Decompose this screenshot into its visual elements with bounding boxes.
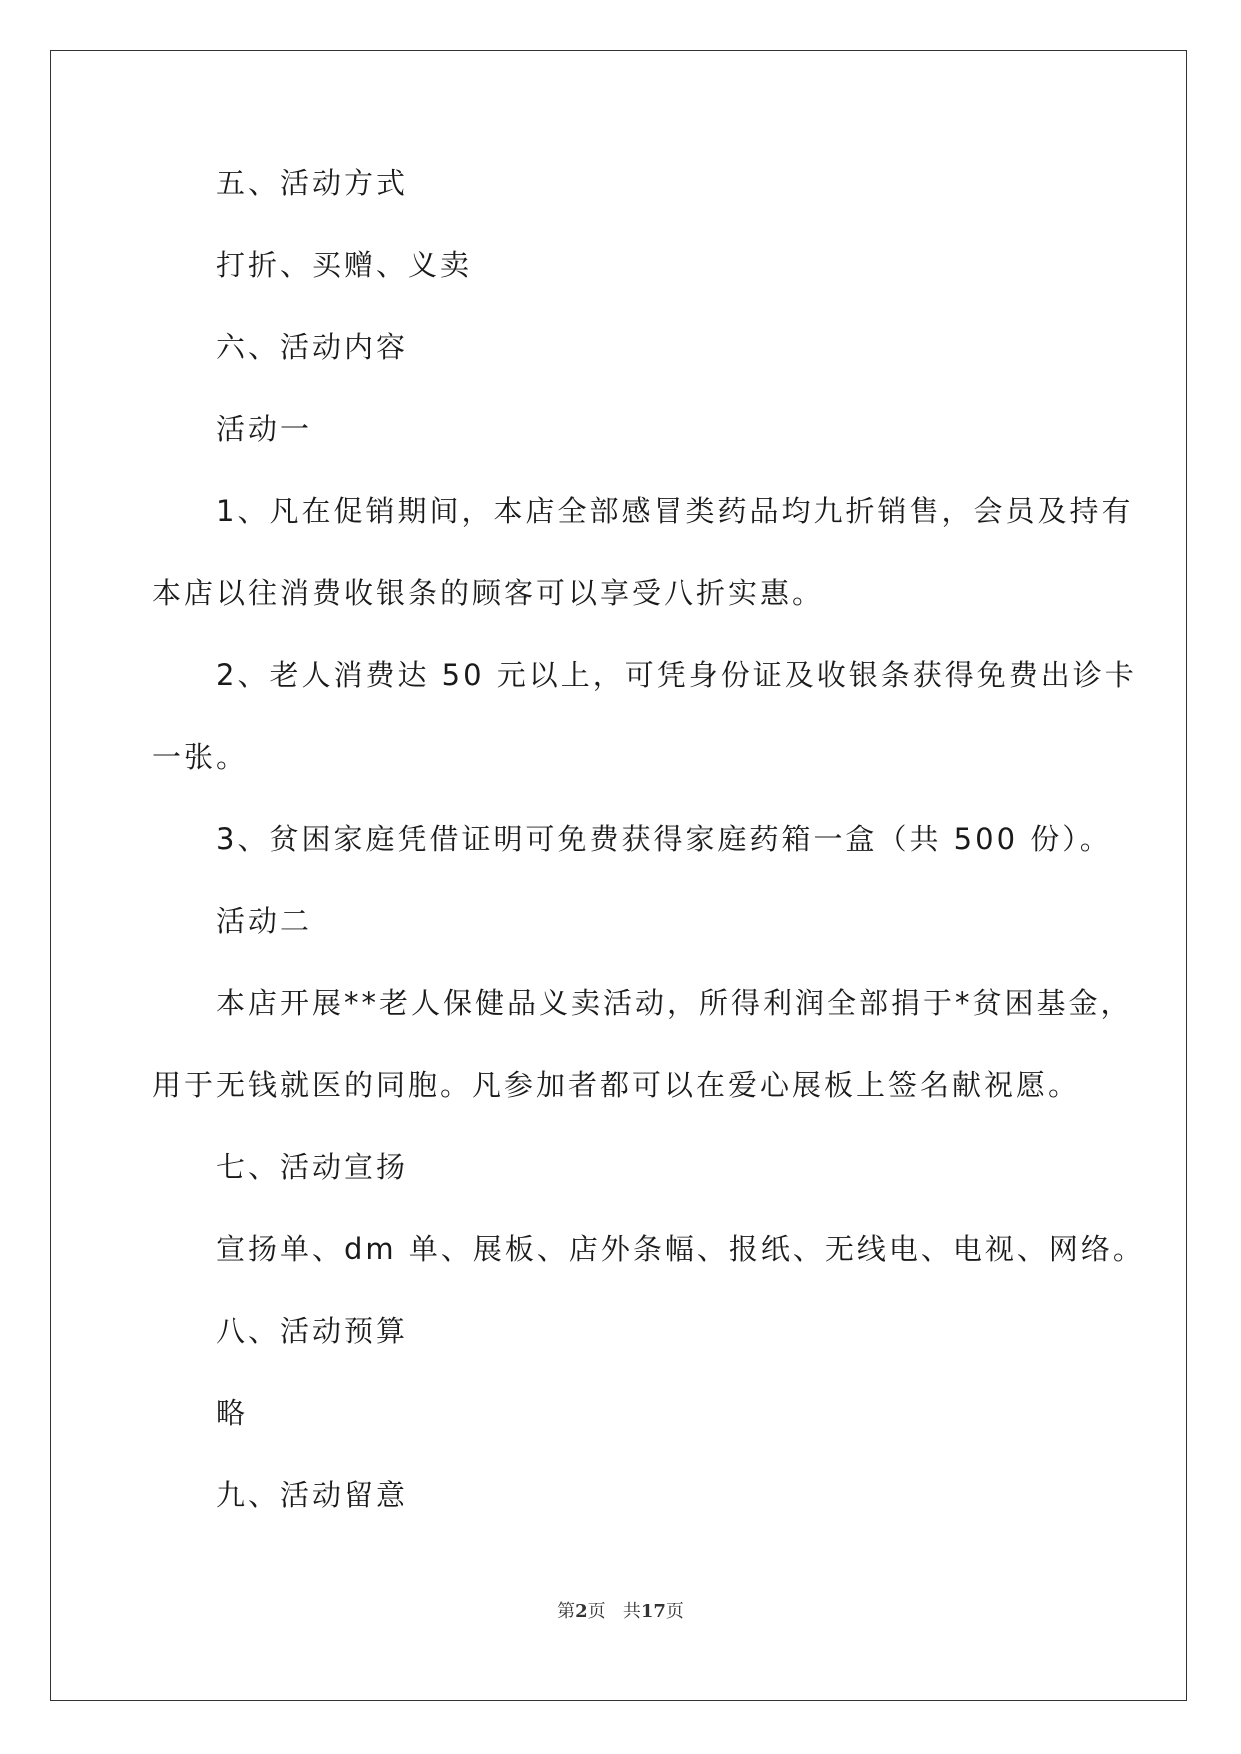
paragraph-continuation: 用于无钱就医的同胞。凡参加者都可以在爱心展板上签名献祝愿。 xyxy=(152,1068,1081,1102)
paragraph: 略 xyxy=(216,1396,249,1430)
total-suffix: 页 xyxy=(665,1601,684,1622)
paragraph-continuation: 一张。 xyxy=(152,740,249,774)
paragraph: 宣扬单、dm 单、展板、店外条幅、报纸、无线电、电视、网络。 xyxy=(216,1232,1145,1266)
subheading-activity-2: 活动二 xyxy=(216,904,313,938)
page-suffix: 页 xyxy=(587,1601,606,1622)
section-heading-7: 七、活动宣扬 xyxy=(216,1150,409,1184)
section-heading-5: 五、活动方式 xyxy=(216,166,409,200)
page-number: 2 xyxy=(575,1601,588,1622)
paragraph: 3、贫困家庭凭借证明可免费获得家庭药箱一盒（共 500 份）。 xyxy=(216,822,1112,856)
section-heading-8: 八、活动预算 xyxy=(216,1314,409,1348)
page-prefix: 第 xyxy=(557,1601,576,1622)
paragraph-continuation: 本店以往消费收银条的顾客可以享受八折实惠。 xyxy=(152,576,825,610)
page-footer xyxy=(0,1597,1241,1623)
total-pages: 17 xyxy=(640,1601,666,1622)
paragraph: 打折、买赠、义卖 xyxy=(216,248,473,282)
paragraph: 1、凡在促销期间，本店全部感冒类药品均九折销售，会员及持有 xyxy=(216,494,1134,528)
section-heading-9: 九、活动留意 xyxy=(216,1478,409,1512)
page-frame xyxy=(50,50,1187,1701)
paragraph: 本店开展**老人保健品义卖活动，所得利润全部捐于*贫困基金， xyxy=(216,986,1133,1020)
subheading-activity-1: 活动一 xyxy=(216,412,313,446)
paragraph: 2、老人消费达 50 元以上，可凭身份证及收银条获得免费出诊卡 xyxy=(216,658,1137,692)
total-prefix: 共 xyxy=(622,1601,641,1622)
section-heading-6: 六、活动内容 xyxy=(216,330,409,364)
